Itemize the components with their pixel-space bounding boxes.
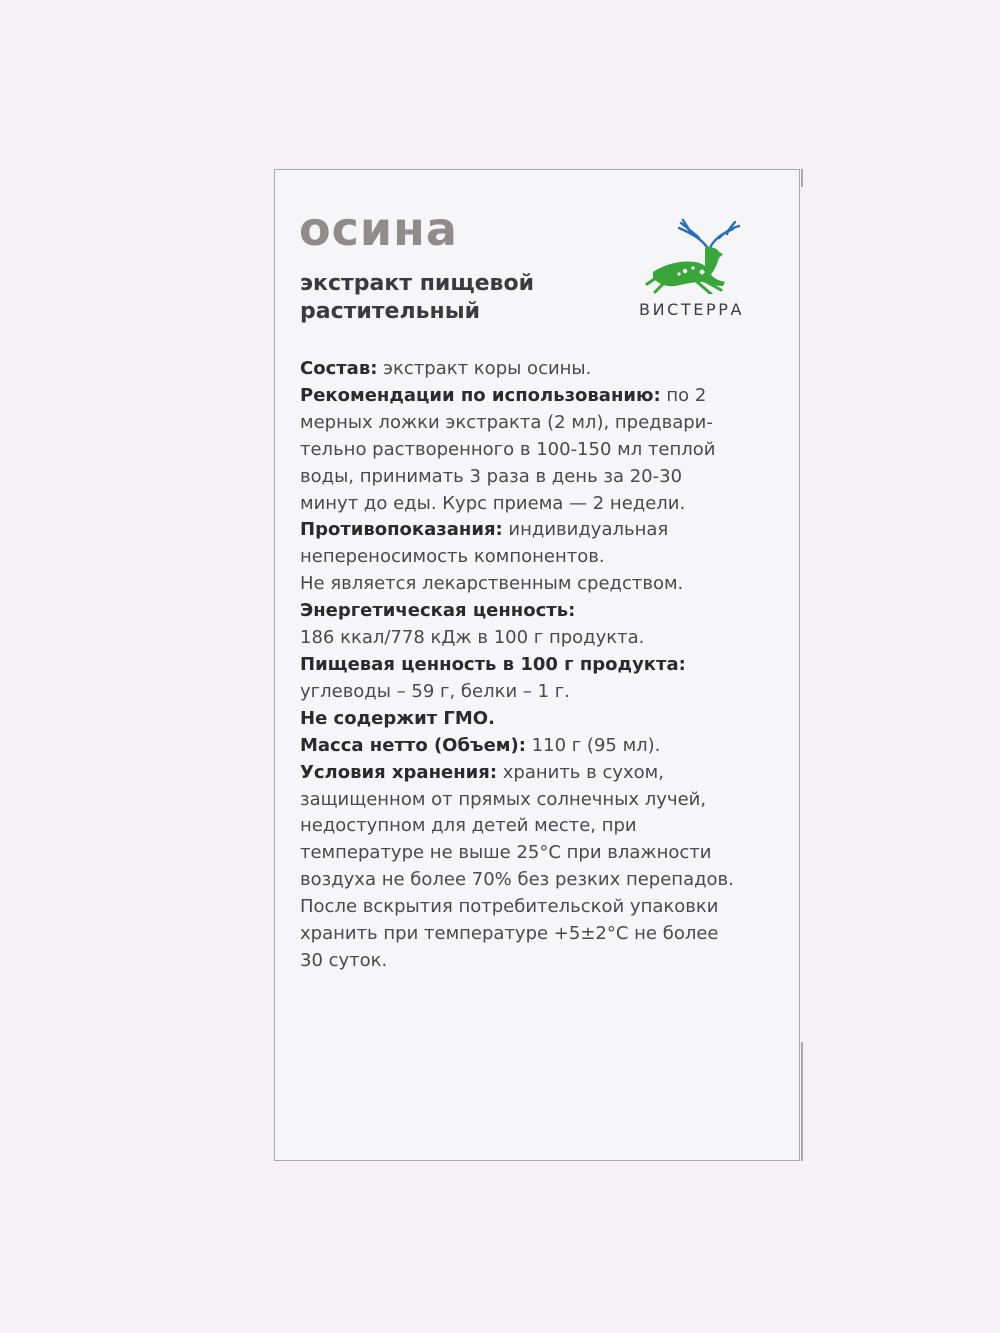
composition-line xyxy=(300,356,790,383)
composition-text: экстракт коры осины. xyxy=(377,358,592,379)
storage-line-6: После вскрытия потребительской упаковки xyxy=(300,896,719,918)
storage-line-4: температуре не выше 25°С при влажности xyxy=(300,842,712,864)
nutrition-value-line: углеводы – 59 г, белки – 1 г. xyxy=(300,680,570,702)
brand-name: ВИСТЕРРА xyxy=(639,300,745,319)
deer-icon xyxy=(645,214,763,294)
usage-heading: Рекомендации по использованию: xyxy=(300,384,661,406)
label-description xyxy=(300,356,790,975)
usage-line-5: минут до еды. Курс приема — 2 недели. xyxy=(300,492,686,514)
label-edge-mark-top xyxy=(801,169,803,187)
contraindications-line-2: непереносимость компонентов. xyxy=(300,546,605,568)
storage-line-5: воздуха не более 70% без резких перепадов. xyxy=(300,869,734,891)
usage-text: по 2 xyxy=(660,384,707,406)
net-weight-value: 110 г (95 мл). xyxy=(525,734,661,756)
usage-line-4: воды, принимать 3 раза в день за 20-30 xyxy=(300,465,683,487)
contraindications-heading: Противопоказания: xyxy=(300,519,503,541)
storage-line-2: защищенном от прямых солнечных лучей, xyxy=(300,788,707,810)
net-weight-line xyxy=(300,733,790,760)
not-medicine-line: Не является лекарственным средством. xyxy=(300,573,684,595)
net-weight-heading: Масса нетто (Объем): xyxy=(300,734,526,756)
nutrition-heading: Пищевая ценность в 100 г продукта: xyxy=(300,653,686,675)
brand-logo xyxy=(639,214,779,319)
storage-line-3: недоступном для детей месте, при xyxy=(300,815,637,837)
no-gmo-line xyxy=(300,706,790,733)
usage-line-2: мерных ложки экстракта (2 мл), предвари- xyxy=(300,411,713,433)
label-edge-mark-bottom xyxy=(801,1042,803,1161)
subtitle-line-1: экстракт пищевой xyxy=(300,271,535,296)
energy-value-line: 186 ккал/778 кДж в 100 г продукта. xyxy=(300,627,645,649)
storage-heading: Условия хранения: xyxy=(300,761,498,783)
storage-text: хранить в сухом, xyxy=(497,761,664,783)
contraindications-text: индивидуальная xyxy=(502,519,669,541)
product-subtitle xyxy=(300,270,630,326)
product-label xyxy=(274,169,800,1161)
energy-heading: Энергетическая ценность: xyxy=(300,600,576,622)
storage-line-7: хранить при температуре +5±2°С не более xyxy=(300,923,719,945)
nutrition-heading-line xyxy=(300,652,790,679)
usage-line-1 xyxy=(300,383,790,410)
energy-heading-line xyxy=(300,598,790,625)
contraindications-line-1 xyxy=(300,517,790,544)
composition-heading: Состав: xyxy=(300,358,378,379)
storage-line-1 xyxy=(300,760,790,787)
no-gmo-text: Не содержит ГМО. xyxy=(300,707,495,729)
product-title: осина xyxy=(299,202,458,256)
subtitle-line-2: растительный xyxy=(300,299,481,324)
storage-line-8: 30 суток. xyxy=(300,949,388,971)
usage-line-3: тельно растворенного в 100-150 мл теплой xyxy=(300,438,716,460)
